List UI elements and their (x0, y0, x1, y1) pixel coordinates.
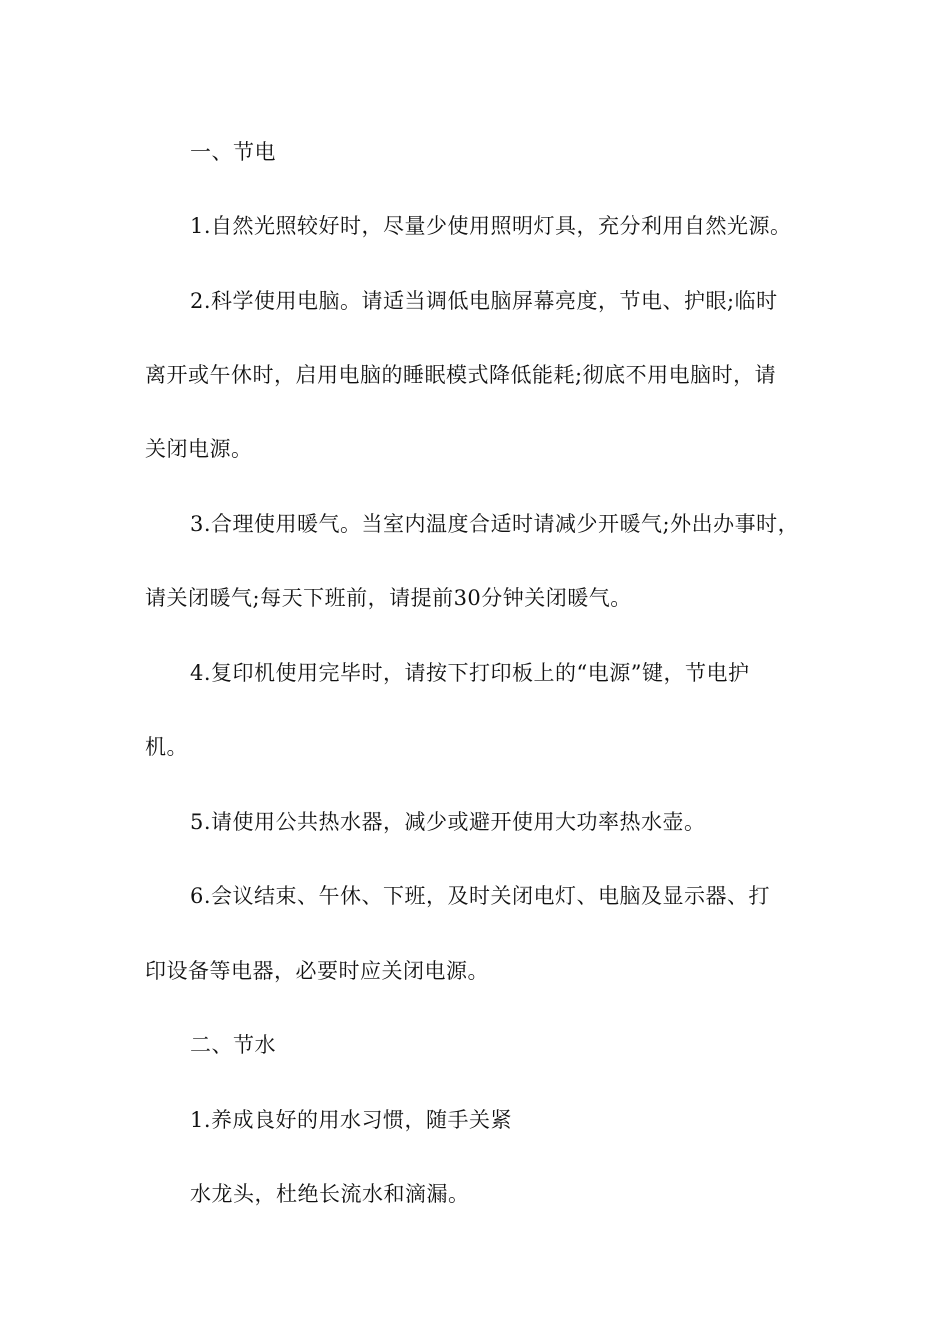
section-heading-electricity: 一、节电 (190, 140, 276, 164)
paragraph-line: 关闭电源。 (145, 437, 253, 461)
paragraph-line: 印设备等电器，必要时应关闭电源。 (145, 959, 489, 983)
paragraph-line: 6.会议结束、午休、下班，及时关闭电灯、电脑及显示器、打 (190, 884, 771, 908)
paragraph-line: 1.养成良好的用水习惯，随手关紧 (190, 1108, 513, 1132)
paragraph-line: 水龙头，杜绝长流水和滴漏。 (190, 1182, 470, 1206)
paragraph-line: 3.合理使用暖气。当室内温度合适时请减少开暖气;外出办事时， (190, 512, 800, 536)
paragraph-line: 机。 (145, 735, 188, 759)
paragraph-line: 4.复印机使用完毕时，请按下打印板上的“电源”键，节电护 (190, 661, 750, 685)
paragraph-line: 2.科学使用电脑。请适当调低电脑屏幕亮度，节电、护眼;临时 (190, 289, 778, 313)
paragraph-line: 5.请使用公共热水器，减少或避开使用大功率热水壶。 (190, 810, 706, 834)
section-heading-water: 二、节水 (190, 1033, 276, 1057)
paragraph-line: 离开或午休时，启用电脑的睡眠模式降低能耗;彻底不用电脑时，请 (145, 363, 777, 387)
paragraph-line: 请关闭暖气;每天下班前，请提前30分钟关闭暖气。 (145, 586, 632, 610)
paragraph-line: 1.自然光照较好时，尽量少使用照明灯具，充分利用自然光源。 (190, 214, 792, 238)
